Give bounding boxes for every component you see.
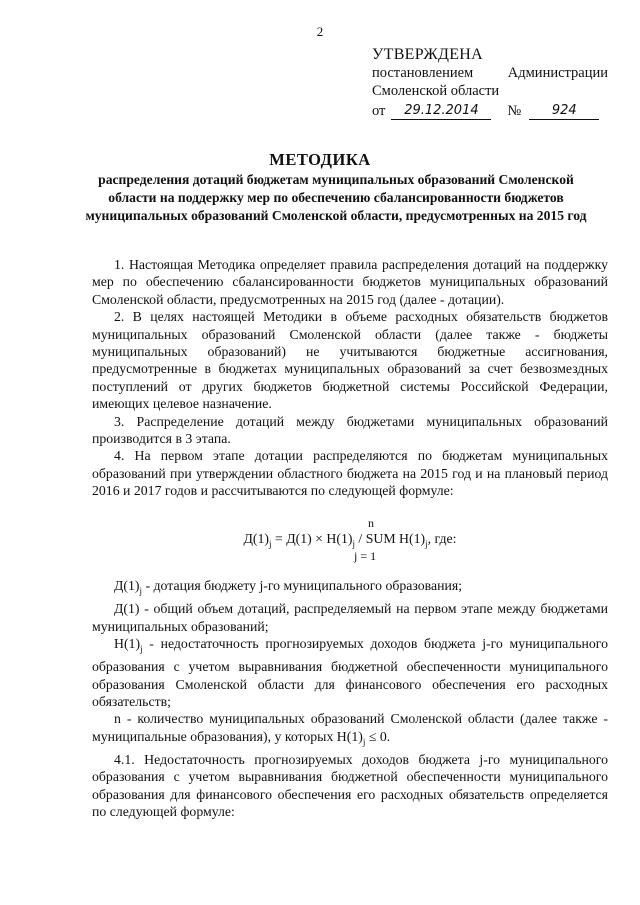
page-number: 2 — [316, 24, 324, 39]
document-subtitle: распределения дотаций бюджетам муниципальных образований Смоленской области на поддержку мер по обеспечению сбалансированности бюджетов муниципальных образований Смоленской области, предусмотренных на 2015 год — [85, 172, 587, 223]
approval-title: УТВЕРЖДЕНА — [372, 46, 484, 63]
formula-lower-limit: j = 1 — [354, 549, 377, 563]
formula-expression: $Д(1)_j = Д(1) \times Н(1)_j$ / SUM $Н(1)_j$, где: — [243, 531, 457, 549]
definition-item: n - количество муниципальных образований Смоленской области (далее также - муниципальные образования), у которых $Н(1)_j \le 0$. — [92, 711, 608, 747]
intro-paragraphs — [92, 256, 608, 500]
approval-number-label: № — [507, 103, 522, 119]
approval-administration-word: Администрации — [507, 65, 608, 81]
approval-number-handwritten: 924 — [529, 103, 599, 120]
definition-item: $Д(1)_j$ - дотация бюджету j-го муниципального образования; — [114, 578, 463, 596]
paragraph-1: 1. Настоящая Методика определяет правила распределения дотаций на поддержку мер по обеспечению сбалансированности бюджетов муниципальных образований Смоленской области, предусмотренных на 2015 год (далее - дотации). — [92, 257, 608, 307]
approval-date-handwritten: 29.12.2014 — [391, 103, 491, 120]
definitions-list — [92, 577, 608, 821]
paragraph-3: 3. Распределение дотаций между бюджетами муниципальных образований производится в 3 этапа. — [92, 413, 608, 447]
approval-region: Смоленской области — [372, 83, 500, 99]
definition-item: Д(1) - общий объем дотаций, распределяемый на первом этапе между бюджетами муниципальных образований; — [92, 601, 608, 634]
definition-item: $Н(1)_j$ - недостаточность прогнозируемых доходов бюджета j-го муниципального образования с учетом выравнивания бюджетной обеспеченности муниципального образования Смоленской области для финансового обеспечения его расходных обязательств; — [92, 635, 608, 709]
approval-stamp-block — [372, 46, 608, 120]
approval-from-label: от — [372, 103, 386, 119]
paragraph-4: 4. На первом этапе дотации распределяются по бюджетам муниципальных образований при утверждении областного бюджета на 2015 год и на плановый период 2016 и 2017 годов и рассчитываются по следующей формуле: — [92, 448, 608, 499]
formula-1 — [92, 516, 608, 568]
approval-date-number-line — [372, 102, 608, 120]
document-title: МЕТОДИКА — [269, 150, 371, 169]
formula-upper-limit: n — [368, 516, 374, 530]
approval-line-resolution — [372, 64, 608, 82]
paragraph-4-1: 4.1. Недостаточность прогнозируемых доходов бюджета j-го муниципального образования с учетом выравнивания бюджетной обеспеченности муниципального образования для финансового обеспечения его расходных обязательств определяется по следующей формуле: — [92, 751, 608, 820]
approval-resolution-word: постановлением — [372, 65, 474, 81]
paragraph-2: 2. В целях настоящей Методики в объеме расходных обязательств бюджетов муниципальных образований Смоленской области (далее также - бюджеты муниципальных образований) не учитываются бюджетные ассигнования, предусмотренные в бюджетах муниципальных образований за счет безвозмездных поступлений от других бюджетов бюджетной системы Российской Федерации, имеющих целевое назначение. — [92, 309, 608, 412]
